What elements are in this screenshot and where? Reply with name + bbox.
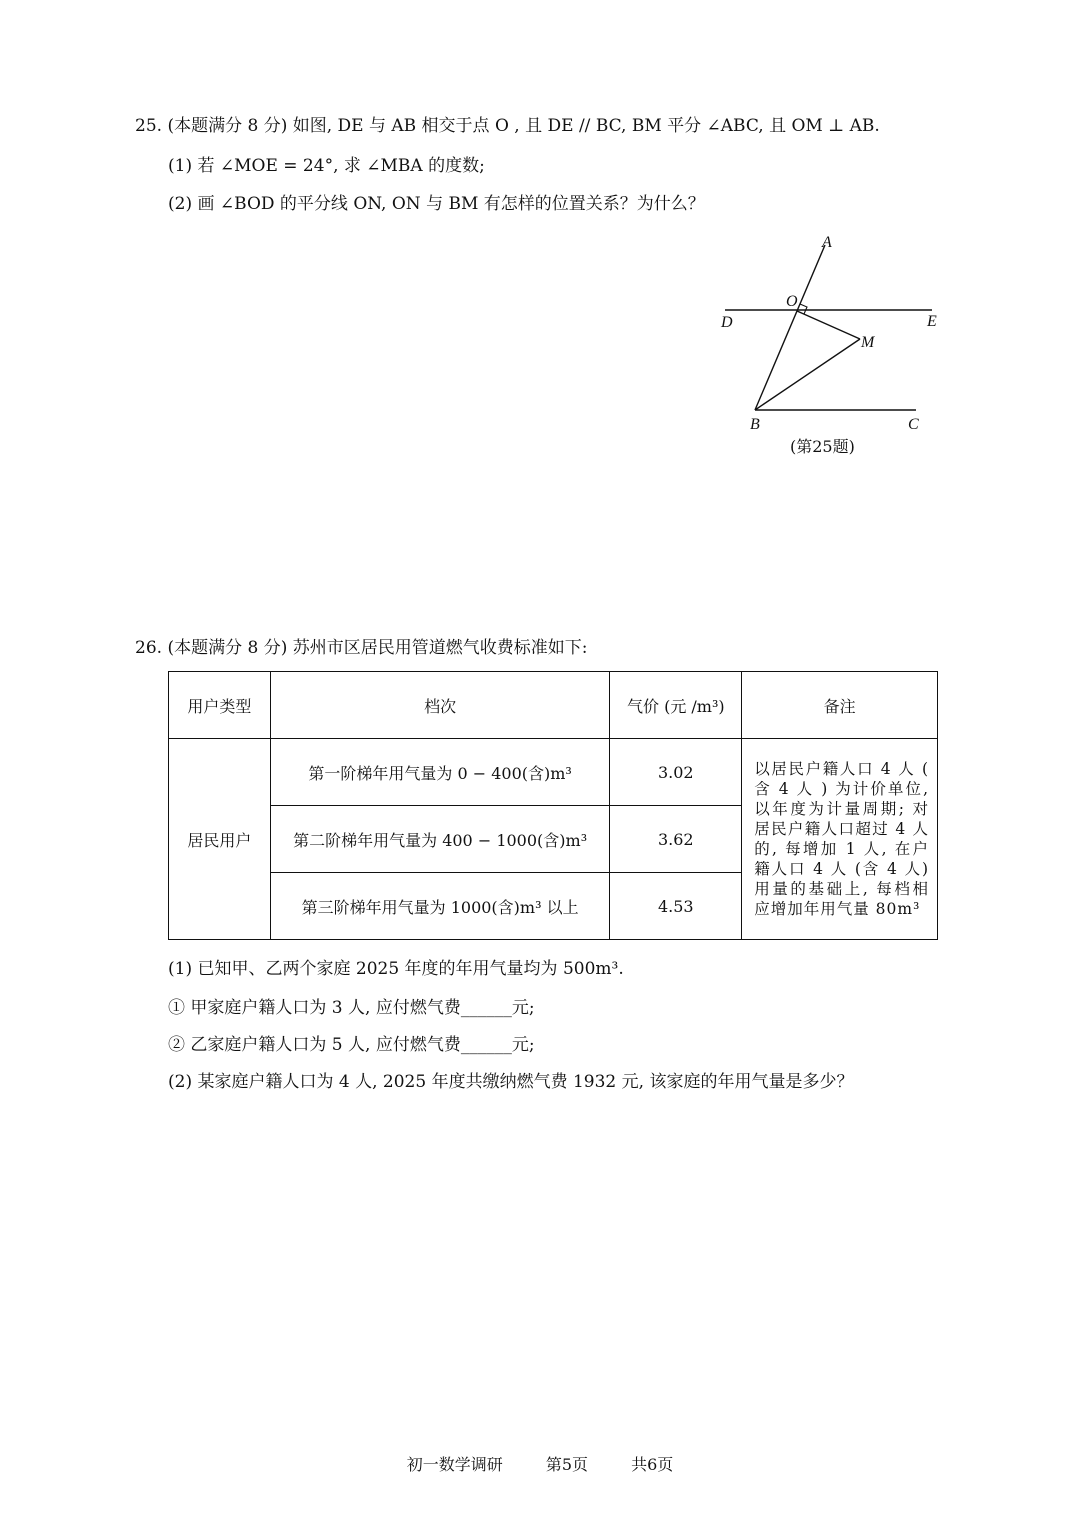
header-user-type: 用户类型 xyxy=(169,672,271,739)
table-row xyxy=(169,739,938,806)
q25-stem: 25. (本题满分 8 分) 如图, DE 与 AB 相交于点 O , 且 DE // BC, BM 平分 ∠ABC, 且 OM ⊥ AB. xyxy=(135,116,880,136)
label-b: B xyxy=(750,416,760,433)
line-ab xyxy=(755,245,825,410)
q25-part1: (1) 若 ∠MOE = 24°, 求 ∠MBA 的度数; xyxy=(168,156,485,176)
label-e: E xyxy=(927,313,937,330)
page-footer xyxy=(0,1452,1080,1475)
label-a: A xyxy=(822,234,832,251)
line-om xyxy=(797,311,860,339)
q26-part1-b: ② 乙家庭户籍人口为 5 人, 应付燃气费______元; xyxy=(168,1035,535,1055)
q26-part2: (2) 某家庭户籍人口为 4 人, 2025 年度共缴纳燃气费 1932 元, 该家庭的年用气量是多少？ xyxy=(168,1072,854,1092)
header-tier: 档次 xyxy=(270,672,610,739)
cell-note: 以居民户籍人口 4 人 ( 含 4 人 ) 为计价单位, 以年度为计量周期; 对居民户籍人口超过 4 人的, 每增加 1 人, 在户籍人口 4 人 (含 4 人) 用量的基础上, 每档相应增加年用气量 80m³ xyxy=(742,739,938,940)
cell-tier-2: 第二阶梯年用气量为 400 − 1000(含)m³ xyxy=(270,806,610,873)
header-note: 备注 xyxy=(742,672,938,739)
q26-part1: (1) 已知甲、乙两个家庭 2025 年度的年用气量均为 500m³. xyxy=(168,959,624,979)
footer-total: 共6页 xyxy=(631,1455,674,1474)
cell-price-1: 3.02 xyxy=(610,739,742,806)
cell-tier-1: 第一阶梯年用气量为 0 − 400(含)m³ xyxy=(270,739,610,806)
label-o: O xyxy=(786,293,798,310)
footer-course: 初一数学调研 xyxy=(406,1455,503,1474)
footer-page: 第5页 xyxy=(545,1455,588,1474)
q25-geometry-figure xyxy=(700,225,960,440)
table-header-row xyxy=(169,672,938,739)
label-d: D xyxy=(721,314,733,331)
cell-price-3: 4.53 xyxy=(610,873,742,940)
cell-price-2: 3.62 xyxy=(610,806,742,873)
gas-fee-table xyxy=(168,671,938,940)
cell-tier-3: 第三阶梯年用气量为 1000(含)m³ 以上 xyxy=(270,873,610,940)
q25-figure-caption: (第25题) xyxy=(790,437,855,456)
cell-user-type: 居民用户 xyxy=(169,739,271,940)
q25-part2: (2) 画 ∠BOD 的平分线 ON, ON 与 BM 有怎样的位置关系？为什么？ xyxy=(168,194,705,214)
header-price: 气价 (元 /m³) xyxy=(610,672,742,739)
q26-stem: 26. (本题满分 8 分) 苏州市区居民用管道燃气收费标准如下: xyxy=(135,638,588,658)
label-c: C xyxy=(908,416,919,433)
q26-part1-a: ① 甲家庭户籍人口为 3 人, 应付燃气费______元; xyxy=(168,998,535,1018)
label-m: M xyxy=(861,334,875,351)
